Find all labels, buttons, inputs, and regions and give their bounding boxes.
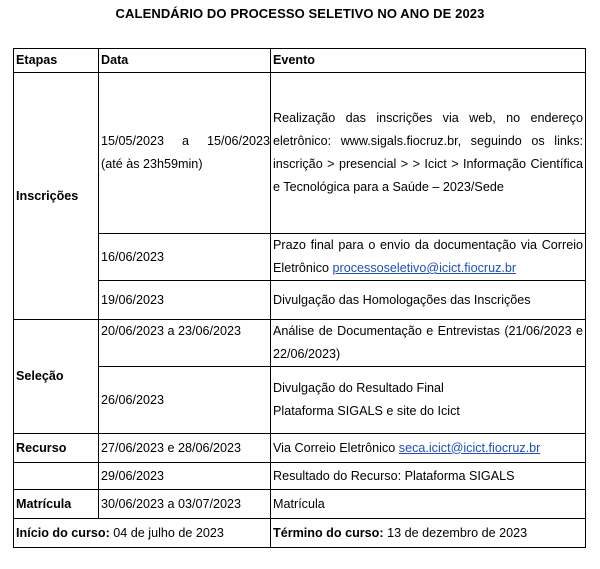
evento-cell: Divulgação das Homologações das Inscrições (271, 281, 586, 320)
table-row (14, 281, 586, 320)
date-to: 15/06/2023 (206, 134, 270, 148)
date-range (101, 130, 270, 176)
data-cell: 29/06/2023 (99, 463, 271, 490)
inicio-curso (14, 519, 271, 548)
etapa-inscricoes: Inscrições (14, 73, 99, 320)
inicio-label: Início do curso: (16, 525, 110, 540)
etapa-matricula: Matrícula (14, 490, 99, 519)
evento-cell (271, 434, 586, 463)
data-cell: 16/06/2023 (99, 234, 271, 281)
date-note: (até às 23h59min) (101, 157, 203, 171)
email-link[interactable]: processoseletivo@icict.fiocruz.br (332, 261, 517, 275)
page-title: CALENDÁRIO DO PROCESSO SELETIVO NO ANO DE 2023 (115, 6, 485, 21)
inicio-value: 04 de julho de 2023 (113, 525, 224, 540)
evento-cell: Resultado do Recurso: Plataforma SIGALS (271, 463, 586, 490)
evento-line: Divulgação do Resultado Final (273, 381, 444, 395)
evento-cell: Realização das inscrições via web, no endereço eletrônico: www.sigals.fiocruz.br, seguindo os links: inscrição > presencial > > Icict > Informação Científica e Tecnológica para a Saúde – 2023/Sede (271, 73, 586, 234)
calendar-table (13, 48, 586, 548)
data-cell: 30/06/2023 a 03/07/2023 (99, 490, 271, 519)
evento-cell: Matrícula (271, 490, 586, 519)
data-cell: 26/06/2023 (99, 367, 271, 434)
header-evento: Evento (271, 49, 586, 73)
termino-curso (271, 519, 586, 548)
footer-row (14, 519, 586, 548)
evento-text: Prazo final para o envio da documentação via Correio Eletrônico (273, 238, 583, 275)
date-separator: a (181, 134, 189, 148)
data-cell: 20/06/2023 a 23/06/2023 (99, 320, 271, 367)
evento-cell (271, 234, 586, 281)
evento-line: Plataforma SIGALS e site do Icict (273, 404, 460, 418)
etapa-selecao: Seleção (14, 320, 99, 434)
email-link[interactable]: seca.icict@icict.fiocruz.br (398, 440, 541, 455)
table-row (14, 367, 586, 434)
data-cell (99, 73, 271, 234)
evento-cell: Análise de Documentação e Entrevistas (21/06/2023 e 22/06/2023) (271, 320, 586, 367)
termino-label: Término do curso: (273, 525, 384, 540)
table-row (14, 463, 586, 490)
header-row (14, 49, 586, 73)
evento-cell (271, 367, 586, 434)
date-from: 15/05/2023 (101, 134, 165, 148)
table-row (14, 434, 586, 463)
table-row (14, 73, 586, 234)
evento-text: Via Correio Eletrônico (273, 440, 396, 455)
table-row (14, 320, 586, 367)
header-data: Data (99, 49, 271, 73)
table-row (14, 490, 586, 519)
termino-value: 13 de dezembro de 2023 (387, 525, 528, 540)
etapa-recurso: Recurso (14, 434, 99, 463)
header-etapas: Etapas (14, 49, 99, 73)
data-cell: 27/06/2023 e 28/06/2023 (99, 434, 271, 463)
empty-cell (14, 463, 99, 490)
data-cell: 19/06/2023 (99, 281, 271, 320)
table-row (14, 234, 586, 281)
